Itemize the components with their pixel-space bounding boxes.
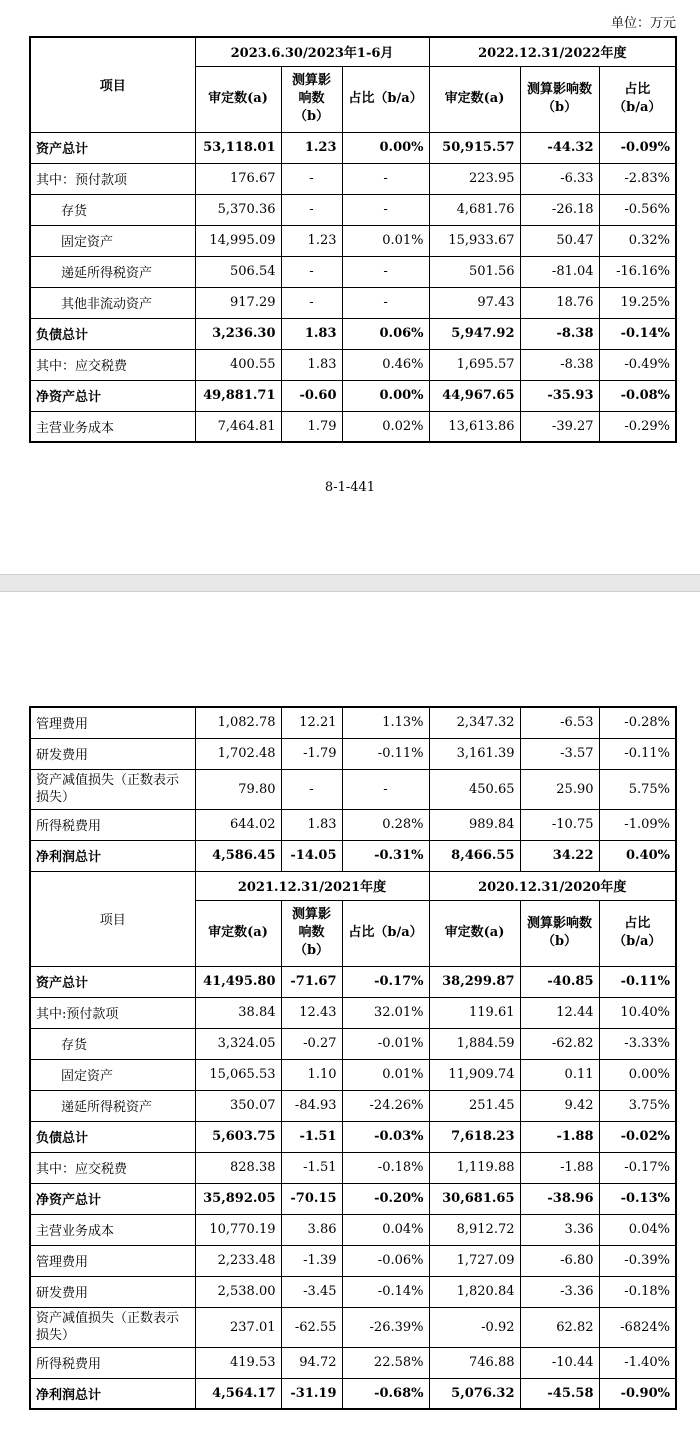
row-value: 1.13% xyxy=(342,707,429,738)
row-value: -0.27 xyxy=(281,1028,342,1059)
row-value: 2,538.00 xyxy=(195,1276,281,1307)
row-value: 0.46% xyxy=(342,349,429,380)
row-value: -81.04 xyxy=(520,256,599,287)
row-value: 450.65 xyxy=(429,769,520,809)
row-label: 其中：预付款项 xyxy=(30,163,195,194)
balance-table-2021-2020 xyxy=(29,706,677,1410)
row-value: -0.14% xyxy=(342,1276,429,1307)
row-value: -10.75 xyxy=(520,809,599,840)
row-value: 0.11 xyxy=(520,1059,599,1090)
row-value: 49,881.71 xyxy=(195,380,281,411)
row-value: -0.39% xyxy=(599,1245,676,1276)
row-value: 400.55 xyxy=(195,349,281,380)
row-value: -45.58 xyxy=(520,1378,599,1409)
table-row xyxy=(30,349,676,380)
row-value: -1.51 xyxy=(281,1152,342,1183)
row-value: -24.26% xyxy=(342,1090,429,1121)
row-value: -6824% xyxy=(599,1307,676,1347)
table-row xyxy=(30,769,676,809)
row-value: 0.04% xyxy=(599,1214,676,1245)
row-label: 净利润总计 xyxy=(30,840,195,871)
row-value: -0.11% xyxy=(599,966,676,997)
row-value: 5,370.36 xyxy=(195,194,281,225)
t2-col-ratio-a: 占比（b/a） xyxy=(342,900,429,966)
row-value: 119.61 xyxy=(429,997,520,1028)
col-audit-a: 审定数(a) xyxy=(195,66,281,132)
table-row xyxy=(30,1307,676,1347)
t2-col-impact-a: 测算影响数（b） xyxy=(281,900,342,966)
row-value: -0.06% xyxy=(342,1245,429,1276)
row-value: -0.11% xyxy=(599,738,676,769)
row-value: 1,695.57 xyxy=(429,349,520,380)
table-row xyxy=(30,287,676,318)
row-value: 7,618.23 xyxy=(429,1121,520,1152)
row-value: 917.29 xyxy=(195,287,281,318)
table-row xyxy=(30,256,676,287)
row-value: -0.09% xyxy=(599,132,676,163)
row-value: 0.32% xyxy=(599,225,676,256)
row-label: 存货 xyxy=(30,1028,195,1059)
row-value: 34.22 xyxy=(520,840,599,871)
row-value: 5,603.75 xyxy=(195,1121,281,1152)
row-value: 5.75% xyxy=(599,769,676,809)
row-value: -0.18% xyxy=(342,1152,429,1183)
table-row xyxy=(30,1090,676,1121)
row-value: 94.72 xyxy=(281,1347,342,1378)
row-value: 10.40% xyxy=(599,997,676,1028)
row-value: 1.23 xyxy=(281,132,342,163)
row-label: 主营业务成本 xyxy=(30,411,195,442)
row-label: 其他非流动资产 xyxy=(30,287,195,318)
t2-col-impact-b: 测算影响数（b） xyxy=(520,900,599,966)
row-label: 净资产总计 xyxy=(30,1183,195,1214)
table-row xyxy=(30,1347,676,1378)
row-value: 12.21 xyxy=(281,707,342,738)
row-label: 研发费用 xyxy=(30,738,195,769)
table-row xyxy=(30,707,676,738)
row-value: -0.17% xyxy=(599,1152,676,1183)
row-value: 1.79 xyxy=(281,411,342,442)
col-impact-b: 测算影响数（b） xyxy=(520,66,599,132)
row-value: -1.09% xyxy=(599,809,676,840)
row-value: -6.80 xyxy=(520,1245,599,1276)
row-value: -0.56% xyxy=(599,194,676,225)
unit-label: 单位：万元 xyxy=(610,16,676,31)
row-value: -0.49% xyxy=(599,349,676,380)
table1-period-b: 2022.12.31/2022年度 xyxy=(429,37,676,66)
table2-period-a-text: 2021.12.31/2021年度 xyxy=(237,880,387,895)
row-value: -38.96 xyxy=(520,1183,599,1214)
row-value: -1.79 xyxy=(281,738,342,769)
row-value: -71.67 xyxy=(281,966,342,997)
row-value: 30,681.65 xyxy=(429,1183,520,1214)
row-value: -8.38 xyxy=(520,318,599,349)
row-value: 0.00% xyxy=(342,132,429,163)
table-row xyxy=(30,809,676,840)
row-value: 79.80 xyxy=(195,769,281,809)
table1-period-a: 2023.6.30/2023年1-6月 xyxy=(195,37,429,66)
row-value: -0.17% xyxy=(342,966,429,997)
row-value: -1.51 xyxy=(281,1121,342,1152)
row-value: 4,564.17 xyxy=(195,1378,281,1409)
row-value: 3.75% xyxy=(599,1090,676,1121)
row-value: -0.60 xyxy=(281,380,342,411)
col-ratio-a: 占比（b/a） xyxy=(342,66,429,132)
row-value: 2,233.48 xyxy=(195,1245,281,1276)
row-value: -35.93 xyxy=(520,380,599,411)
row-value: -0.08% xyxy=(599,380,676,411)
row-label: 资产减值损失（正数表示损失） xyxy=(30,769,195,809)
row-value: -0.29% xyxy=(599,411,676,442)
table2-period-a xyxy=(195,871,429,900)
row-label: 资产减值损失（正数表示损失） xyxy=(30,1307,195,1347)
row-value: -70.15 xyxy=(281,1183,342,1214)
row-label: 负债总计 xyxy=(30,318,195,349)
page-number: 8-1-441 xyxy=(324,480,376,495)
row-value: - xyxy=(281,256,342,287)
table2-item-header: 项目 xyxy=(30,871,195,966)
row-value: 3,236.30 xyxy=(195,318,281,349)
table-row xyxy=(30,411,676,442)
row-value: 1,082.78 xyxy=(195,707,281,738)
page-break xyxy=(0,574,700,592)
balance-table-2023-2022 xyxy=(29,36,677,443)
row-value: -8.38 xyxy=(520,349,599,380)
table-row xyxy=(30,225,676,256)
row-label: 管理费用 xyxy=(30,1245,195,1276)
row-value: 1,119.88 xyxy=(429,1152,520,1183)
row-value: -1.88 xyxy=(520,1152,599,1183)
table-row xyxy=(30,1378,676,1409)
row-value: 50,915.57 xyxy=(429,132,520,163)
row-value: -0.18% xyxy=(599,1276,676,1307)
row-value: 3,161.39 xyxy=(429,738,520,769)
row-value: 53,118.01 xyxy=(195,132,281,163)
row-value: 501.56 xyxy=(429,256,520,287)
table-row xyxy=(30,1183,676,1214)
row-value: -3.36 xyxy=(520,1276,599,1307)
table1-item-header: 项目 xyxy=(30,37,195,132)
row-value: 12.43 xyxy=(281,997,342,1028)
row-value: 8,912.72 xyxy=(429,1214,520,1245)
table-row xyxy=(30,1028,676,1059)
t2-col-audit-a: 审定数(a) xyxy=(195,900,281,966)
row-value: -39.27 xyxy=(520,411,599,442)
row-value: -14.05 xyxy=(281,840,342,871)
row-value: -2.83% xyxy=(599,163,676,194)
row-value: -40.85 xyxy=(520,966,599,997)
row-value: - xyxy=(342,256,429,287)
table1-period-row xyxy=(30,37,676,66)
row-value: 0.40% xyxy=(599,840,676,871)
table2-period-b xyxy=(429,871,676,900)
row-value: 41,495.80 xyxy=(195,966,281,997)
row-value: 1,702.48 xyxy=(195,738,281,769)
table-row xyxy=(30,997,676,1028)
row-value: 2,347.32 xyxy=(429,707,520,738)
row-value: 11,909.74 xyxy=(429,1059,520,1090)
row-value: 8,466.55 xyxy=(429,840,520,871)
table-row xyxy=(30,1245,676,1276)
row-value: 13,613.86 xyxy=(429,411,520,442)
table-row xyxy=(30,738,676,769)
table-row xyxy=(30,1121,676,1152)
row-value: 0.02% xyxy=(342,411,429,442)
row-value: 251.45 xyxy=(429,1090,520,1121)
row-value: -0.68% xyxy=(342,1378,429,1409)
row-value: 506.54 xyxy=(195,256,281,287)
row-value: -0.14% xyxy=(599,318,676,349)
row-value: 746.88 xyxy=(429,1347,520,1378)
row-value: -1.88 xyxy=(520,1121,599,1152)
row-value: -3.33% xyxy=(599,1028,676,1059)
table-row xyxy=(30,966,676,997)
row-value: - xyxy=(342,769,429,809)
row-value: 3.36 xyxy=(520,1214,599,1245)
row-label: 净利润总计 xyxy=(30,1378,195,1409)
row-value: 350.07 xyxy=(195,1090,281,1121)
row-value: -44.32 xyxy=(520,132,599,163)
row-value: 0.06% xyxy=(342,318,429,349)
row-value: - xyxy=(281,163,342,194)
row-value: -1.40% xyxy=(599,1347,676,1378)
row-value: -26.39% xyxy=(342,1307,429,1347)
row-value: 3.86 xyxy=(281,1214,342,1245)
row-value: -0.02% xyxy=(599,1121,676,1152)
row-value: 10,770.19 xyxy=(195,1214,281,1245)
row-value: 14,995.09 xyxy=(195,225,281,256)
row-value: -62.55 xyxy=(281,1307,342,1347)
table2-period-b-text: 2020.12.31/2020年度 xyxy=(478,880,627,895)
row-value: 25.90 xyxy=(520,769,599,809)
table2-period-row xyxy=(30,871,676,900)
row-label: 负债总计 xyxy=(30,1121,195,1152)
row-value: -0.03% xyxy=(342,1121,429,1152)
row-value: -3.45 xyxy=(281,1276,342,1307)
table-row xyxy=(30,1214,676,1245)
row-value: 828.38 xyxy=(195,1152,281,1183)
row-value: -84.93 xyxy=(281,1090,342,1121)
table-row xyxy=(30,132,676,163)
row-value: 1.83 xyxy=(281,349,342,380)
row-value: -0.11% xyxy=(342,738,429,769)
row-value: 4,681.76 xyxy=(429,194,520,225)
row-value: -6.33 xyxy=(520,163,599,194)
row-value: 18.76 xyxy=(520,287,599,318)
row-label: 递延所得税资产 xyxy=(30,1090,195,1121)
row-value: 1,727.09 xyxy=(429,1245,520,1276)
row-label: 固定资产 xyxy=(30,1059,195,1090)
row-label: 所得税费用 xyxy=(30,809,195,840)
row-value: - xyxy=(281,769,342,809)
row-value: 0.28% xyxy=(342,809,429,840)
row-value: 237.01 xyxy=(195,1307,281,1347)
col-ratio-b: 占比（b/a） xyxy=(599,66,676,132)
table-row xyxy=(30,1276,676,1307)
row-value: 5,076.32 xyxy=(429,1378,520,1409)
row-value: 12.44 xyxy=(520,997,599,1028)
row-label: 主营业务成本 xyxy=(30,1214,195,1245)
row-value: 989.84 xyxy=(429,809,520,840)
row-value: 1.83 xyxy=(281,318,342,349)
row-value: - xyxy=(281,287,342,318)
row-value: 419.53 xyxy=(195,1347,281,1378)
row-value: 62.82 xyxy=(520,1307,599,1347)
row-value: 7,464.81 xyxy=(195,411,281,442)
row-value: 644.02 xyxy=(195,809,281,840)
row-label: 净资产总计 xyxy=(30,380,195,411)
row-value: 4,586.45 xyxy=(195,840,281,871)
row-value: 38.84 xyxy=(195,997,281,1028)
row-value: 38,299.87 xyxy=(429,966,520,997)
row-value: 176.67 xyxy=(195,163,281,194)
row-value: -0.31% xyxy=(342,840,429,871)
table-row xyxy=(30,380,676,411)
row-value: 44,967.65 xyxy=(429,380,520,411)
row-value: -0.01% xyxy=(342,1028,429,1059)
row-value: - xyxy=(281,194,342,225)
row-label: 所得税费用 xyxy=(30,1347,195,1378)
row-value: 97.43 xyxy=(429,287,520,318)
row-value: - xyxy=(342,163,429,194)
table-row xyxy=(30,1152,676,1183)
row-value: 1.83 xyxy=(281,809,342,840)
row-value: -26.18 xyxy=(520,194,599,225)
row-label: 其中：应交税费 xyxy=(30,349,195,380)
row-value: 22.58% xyxy=(342,1347,429,1378)
row-value: -62.82 xyxy=(520,1028,599,1059)
t2-col-audit-b: 审定数(a) xyxy=(429,900,520,966)
row-value: 50.47 xyxy=(520,225,599,256)
row-value: 1.10 xyxy=(281,1059,342,1090)
row-value: -0.20% xyxy=(342,1183,429,1214)
row-value: -10.44 xyxy=(520,1347,599,1378)
row-value: 223.95 xyxy=(429,163,520,194)
row-value: 35,892.05 xyxy=(195,1183,281,1214)
row-label: 资产总计 xyxy=(30,966,195,997)
col-impact-a: 测算影响数（b） xyxy=(281,66,342,132)
col-audit-b: 审定数(a) xyxy=(429,66,520,132)
row-value: 0.00% xyxy=(599,1059,676,1090)
table-row xyxy=(30,840,676,871)
row-value: -1.39 xyxy=(281,1245,342,1276)
row-label: 资产总计 xyxy=(30,132,195,163)
row-value: -0.90% xyxy=(599,1378,676,1409)
row-label: 管理费用 xyxy=(30,707,195,738)
row-value: 9.42 xyxy=(520,1090,599,1121)
row-value: 1,820.84 xyxy=(429,1276,520,1307)
row-value: 15,065.53 xyxy=(195,1059,281,1090)
row-label: 递延所得税资产 xyxy=(30,256,195,287)
table-row xyxy=(30,1059,676,1090)
row-value: 0.01% xyxy=(342,225,429,256)
row-value: 0.04% xyxy=(342,1214,429,1245)
row-label: 其中：应交税费 xyxy=(30,1152,195,1183)
row-value: 1,884.59 xyxy=(429,1028,520,1059)
table-row xyxy=(30,163,676,194)
row-value: -6.53 xyxy=(520,707,599,738)
row-value: 15,933.67 xyxy=(429,225,520,256)
row-label: 其中:预付款项 xyxy=(30,997,195,1028)
row-value: 32.01% xyxy=(342,997,429,1028)
row-value: 0.00% xyxy=(342,380,429,411)
table-row xyxy=(30,318,676,349)
row-value: 19.25% xyxy=(599,287,676,318)
row-label: 存货 xyxy=(30,194,195,225)
row-value: 1.23 xyxy=(281,225,342,256)
row-value: -0.13% xyxy=(599,1183,676,1214)
row-value: 0.01% xyxy=(342,1059,429,1090)
row-value: - xyxy=(342,194,429,225)
row-value: -0.92 xyxy=(429,1307,520,1347)
row-value: -16.16% xyxy=(599,256,676,287)
t2-col-ratio-b: 占比（b/a） xyxy=(599,900,676,966)
row-value: 3,324.05 xyxy=(195,1028,281,1059)
row-label: 研发费用 xyxy=(30,1276,195,1307)
row-label: 固定资产 xyxy=(30,225,195,256)
row-value: -31.19 xyxy=(281,1378,342,1409)
row-value: 5,947.92 xyxy=(429,318,520,349)
row-value: -3.57 xyxy=(520,738,599,769)
row-value: - xyxy=(342,287,429,318)
row-value: -0.28% xyxy=(599,707,676,738)
table-row xyxy=(30,194,676,225)
